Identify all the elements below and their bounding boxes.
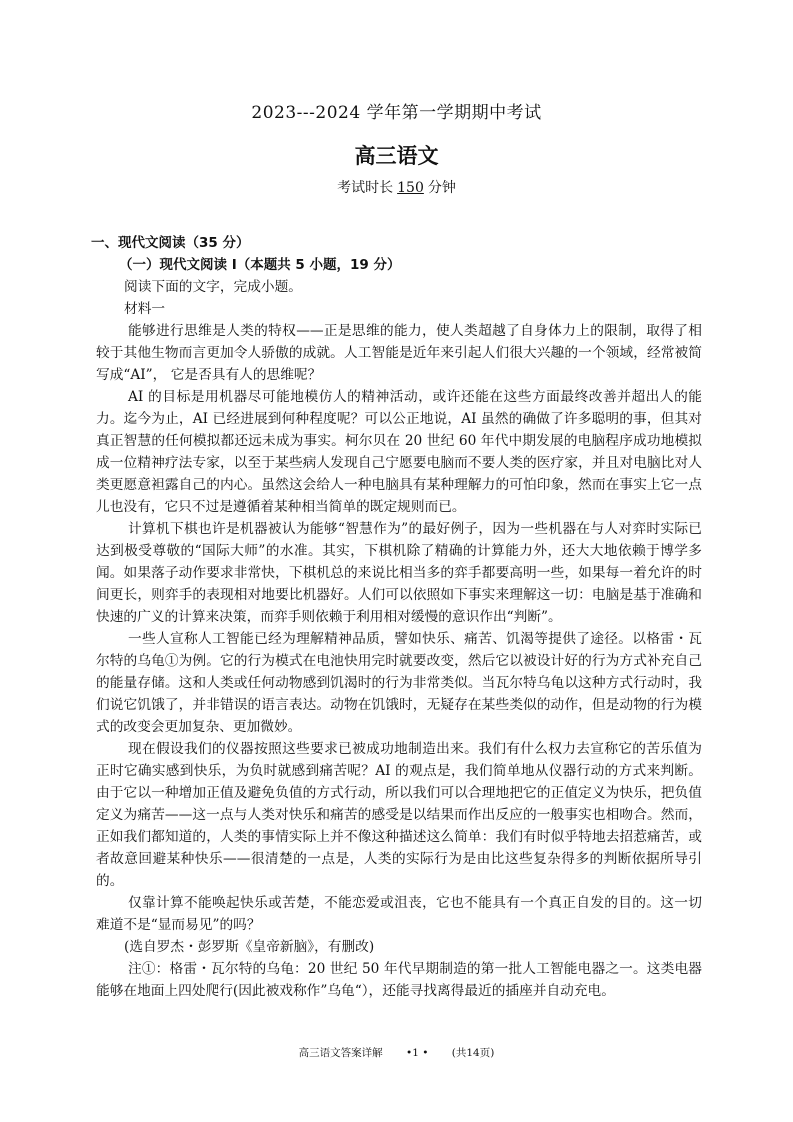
paragraph-4: 一些人宣称人工智能已经为理解精神品质，譬如快乐、痛苦、饥渴等提供了途径。以格雷・瓦尔特的乌龟①为例。它的行为模式在电池快用完时就要改变，然后它以被设计好的行为方式补充自己的能量存储。这和人类或任何动物感到饥渴时的行为非常类似。当瓦尔特乌龟以这种方式行动时，我们说它饥饿了，并非错误的语言表达。动物在饥饿时，无疑存在某些类似的动作，但是动物的行为模式的改变会更加复杂、更加微妙。 bbox=[96, 631, 702, 735]
paragraph-6: 仅靠计算不能唤起快乐或苦楚，不能恋爱或沮丧，它也不能具有一个真正自发的目的。这一切难道不是“显而易见”的吗？ bbox=[96, 895, 702, 933]
source-citation: (选自罗杰・彭罗斯《皇帝新脑》，有删改) bbox=[124, 939, 375, 955]
subject-title: 高三语文 bbox=[354, 144, 439, 168]
duration-prefix: 考试时长 bbox=[337, 180, 394, 196]
reading-body bbox=[91, 232, 702, 1002]
footer-title: 高三语文答案详解 bbox=[298, 1047, 383, 1059]
material-label: 材料一 bbox=[124, 301, 166, 317]
paragraph-2: AI 的目标是用机器尽可能地模仿人的精神活动，或许还能在这些方面最终改善并超出人的能力。迄今为止，AI 已经进展到何种程度呢？可以公正地说，AI 虽然的确做了许多聪明的事，但其对真正智慧的任何模拟都还远未成为事实。柯尔贝在 20 世纪 60 年代中期发展的电脑程序成功地模拟成一位精神疗法专家，以至于某些病人发现自己宁愿要电脑而不要人类的医疗家，并且对电脑比对人类更愿意袒露自己的内心。虽然这会给人一种电脑具有某种理解力的可怕印象，然而在事实上它一点儿也没有，它只不过是遵循着某种相当简单的既定规则而已。 bbox=[96, 389, 702, 515]
footer-total-pages: (共14页) bbox=[451, 1047, 495, 1059]
paragraph-5: 现在假设我们的仪器按照这些要求已被成功地制造出来。我们有什么权力去宣称它的苦乐值为正时它确实感到快乐，为负时就感到痛苦呢？AI 的观点是，我们简单地从仪器行动的方式来判断。由于它以一种增加正值及避免负值的方式行动，所以我们可以合理地把它的正值定义为快乐，把负值定义为痛苦——这一点与人类对快乐和痛苦的感受是以结果而作出反应的一般事实也相吻合。然而，正如我们都知道的，人类的事情实际上并不像这种描述这么简单：我们有时似乎特地去招惹痛苦，或者故意回避某种快乐——很清楚的一点是，人类的实际行为是由比这些复杂得多的判断依据所导引的。 bbox=[96, 741, 702, 889]
duration-suffix: 分钟 bbox=[427, 180, 456, 196]
section-title: 一、现代文阅读（35 分） bbox=[91, 235, 250, 251]
exam-title: 2023---2024 学年第一学期期中考试 bbox=[251, 103, 542, 123]
page-footer bbox=[0, 1045, 793, 1060]
instruction: 阅读下面的文字，完成小题。 bbox=[124, 279, 302, 295]
exam-duration bbox=[0, 177, 793, 197]
paragraph-3: 计算机下棋也许是机器被认为能够“智慧作为”的最好例子，因为一些机器在与人对弈时实际已达到极受尊敬的“国际大师”的水准。其实，下棋机除了精确的计算能力外，还大大地依赖于博学多闻。如果落子动作要求非常快，下棋机总的来说比相当多的弈手都要高明一些，如果每一着允许的时间更长，则弈手的表现相对地要比机器好。人们可以依照如下事实来理解这一切：电脑是基于准确和快速的广义的计算来决策，而弈手则依赖于利用相对缓慢的意识作出“判断”。 bbox=[96, 521, 702, 625]
footer-page-number: •1 • bbox=[406, 1047, 429, 1059]
duration-value: 150 bbox=[397, 180, 424, 196]
paragraph-1: 能够进行思维是人类的特权——正是思维的能力，使人类超越了自身体力上的限制，取得了相较于其他生物而言更加令人骄傲的成就。人工智能是近年来引起人们很大兴趣的一个领域，经常被简写成“AI”， 它是否具有人的思维呢？ bbox=[96, 323, 702, 383]
subsection-title: （一）现代文阅读 I（本题共 5 小题，19 分） bbox=[119, 257, 401, 273]
footnote: 注①：格雷・瓦尔特的乌龟：20 世纪 50 年代早期制造的第一批人工智能电器之一。这类电器能够在地面上四处爬行(因此被戏称作”乌龟“），还能寻找离得最近的插座并自动充电。 bbox=[96, 961, 702, 999]
